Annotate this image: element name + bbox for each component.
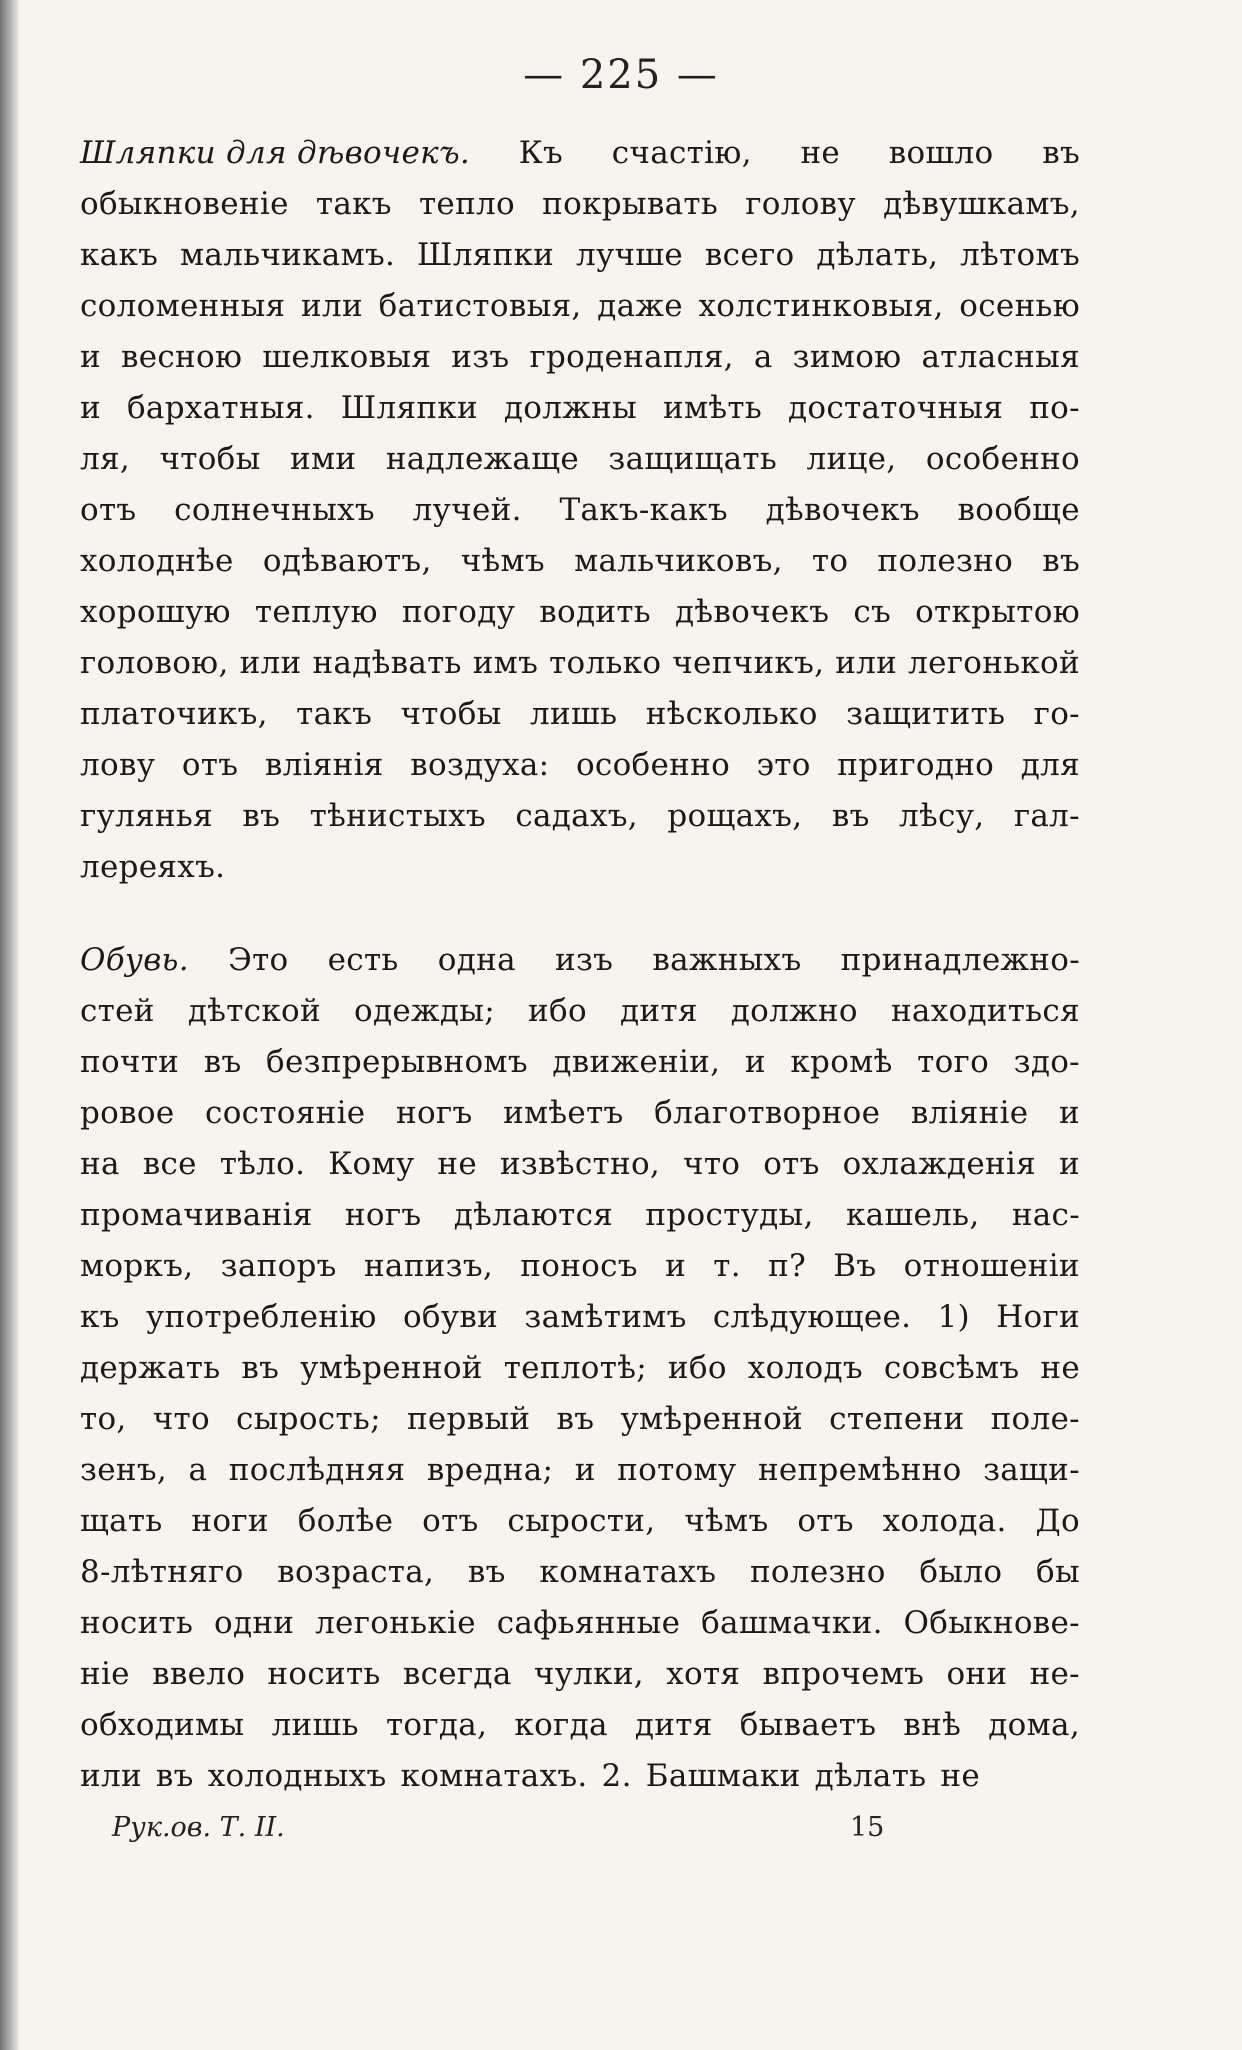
word: не	[800, 135, 841, 171]
word: лучей.	[412, 492, 522, 528]
word: и	[744, 1044, 766, 1080]
word: тѣло.	[219, 1146, 306, 1182]
word: дѣвушкамъ,	[883, 186, 1080, 222]
text-line	[80, 842, 1080, 893]
text-line	[80, 179, 1080, 230]
word: особенно	[925, 441, 1080, 477]
word: принадлежно-	[840, 942, 1080, 978]
word: такъ	[315, 186, 392, 222]
word: съ	[853, 594, 892, 630]
word: тепло	[418, 186, 515, 222]
text-line	[80, 791, 1080, 842]
word: До	[1035, 1503, 1080, 1539]
word: чулки,	[533, 1656, 644, 1692]
word: осенью	[959, 288, 1080, 324]
word: одежды;	[354, 993, 495, 1029]
text-line	[80, 1445, 1080, 1496]
word: Шляпки	[340, 390, 478, 426]
word: ніе	[80, 1656, 130, 1692]
word: платочикъ,	[80, 696, 268, 732]
word: а	[753, 339, 773, 375]
word: холодныхъ	[207, 1758, 387, 1794]
word: ля,	[80, 441, 131, 477]
word: почти	[80, 1044, 180, 1080]
word: дома,	[988, 1707, 1080, 1743]
word: батистовыя,	[378, 288, 582, 324]
text-line	[80, 1547, 1080, 1598]
word: Это	[228, 942, 289, 978]
word: мальчиковъ,	[574, 543, 783, 579]
word: ногъ	[396, 1095, 473, 1131]
text-line	[80, 434, 1080, 485]
word: хотя	[666, 1656, 741, 1692]
word: ноги	[191, 1503, 269, 1539]
word: весною	[120, 339, 243, 375]
word: 1)	[937, 1299, 970, 1335]
word: лову	[80, 747, 156, 783]
word: по-	[1029, 390, 1080, 426]
word: и	[1058, 1146, 1080, 1182]
word: или	[835, 645, 898, 681]
word: чтобы	[159, 441, 261, 477]
word: когда	[514, 1707, 608, 1743]
word: извѣстно,	[499, 1146, 661, 1182]
word: Обыкнове-	[903, 1605, 1080, 1641]
word: лишь	[530, 696, 618, 732]
word: счастію,	[611, 135, 752, 171]
word: въ	[1042, 135, 1080, 171]
text-line	[80, 689, 1080, 740]
word: всегда	[402, 1656, 512, 1692]
word: дѣвочекъ	[675, 594, 830, 630]
text-line	[80, 281, 1080, 332]
word: зимою	[792, 339, 902, 375]
word: должны	[503, 390, 638, 426]
word: сырости,	[507, 1503, 656, 1539]
text-line	[80, 1700, 1080, 1751]
word: теплотѣ;	[503, 1350, 647, 1386]
word: дѣвочекъ	[765, 492, 920, 528]
word: отъ	[797, 1503, 854, 1539]
text-line	[80, 1292, 1080, 1343]
text-line	[80, 383, 1080, 434]
word: одѣваютъ,	[262, 543, 432, 579]
text-line	[80, 1343, 1080, 1394]
word: лице,	[806, 441, 897, 477]
text-line	[80, 128, 1080, 179]
word: замѣтимъ	[524, 1299, 687, 1335]
word: то	[811, 543, 849, 579]
word: садахъ,	[515, 798, 638, 834]
word: лереяхъ.	[80, 849, 226, 885]
page-edge-shadow	[0, 0, 20, 2050]
word: изъ	[555, 942, 614, 978]
word: имъ	[472, 645, 539, 681]
word: гулянья	[80, 798, 213, 834]
word: то,	[80, 1401, 127, 1437]
word: напизъ,	[363, 1248, 494, 1284]
word: къ	[80, 1299, 120, 1335]
word: въ	[1042, 543, 1080, 579]
word: 8-лѣтняго	[80, 1554, 244, 1590]
word: голову	[745, 186, 856, 222]
word: въ	[241, 1350, 280, 1386]
word: чѣмъ	[684, 1503, 769, 1539]
text-line	[80, 1649, 1080, 1700]
word: башмачки.	[701, 1605, 883, 1641]
footer-signature: Рук.ов. Т. II.	[112, 1812, 285, 1843]
word: находиться	[890, 993, 1080, 1029]
word: чепчикъ,	[672, 645, 825, 681]
word: умѣренной	[300, 1350, 483, 1386]
word: тѣнистыхъ	[309, 798, 486, 834]
word: возраста,	[277, 1554, 435, 1590]
text-line	[80, 587, 1080, 638]
word: обыкновеніе	[80, 186, 289, 222]
word: солнечныхъ	[174, 492, 375, 528]
word: покрывать	[542, 186, 719, 222]
word: не	[1040, 1350, 1080, 1386]
word: на	[80, 1146, 120, 1182]
word: Къ	[518, 135, 564, 171]
word: легонькіе	[315, 1605, 476, 1641]
text-line	[80, 1190, 1080, 1241]
word: того	[917, 1044, 990, 1080]
word: 2.	[601, 1758, 632, 1794]
word: лишь	[271, 1707, 359, 1743]
word: мальчикамъ.	[180, 237, 396, 273]
text-line	[80, 1751, 1080, 1802]
word: умѣренной	[620, 1401, 804, 1437]
word: хорошую	[80, 594, 231, 630]
word: сырость;	[236, 1401, 381, 1437]
word: ибо	[528, 993, 587, 1029]
word: воздуха:	[410, 747, 550, 783]
word: и	[574, 1452, 596, 1488]
text-line	[80, 740, 1080, 791]
word: надлежаще	[385, 441, 579, 477]
text-line	[80, 1241, 1080, 1292]
word: защитить	[846, 696, 1006, 732]
word: моркъ,	[80, 1248, 194, 1284]
word: первый	[406, 1401, 531, 1437]
word: впрочемъ	[762, 1656, 925, 1692]
text-line	[80, 536, 1080, 587]
text-line	[80, 485, 1080, 536]
footer-sheet-number: 15	[850, 1812, 885, 1843]
word: совсѣмъ	[883, 1350, 1020, 1386]
word: должно	[730, 993, 858, 1029]
word: особенно	[575, 747, 731, 783]
word: имѣть	[663, 390, 762, 426]
word: одни	[213, 1605, 295, 1641]
word: а	[188, 1452, 208, 1488]
word: въ	[203, 1044, 242, 1080]
text-line	[80, 1496, 1080, 1547]
word: или	[301, 288, 363, 324]
word: или	[80, 1758, 142, 1794]
word: дитя	[634, 1707, 713, 1743]
word: т.	[713, 1248, 741, 1284]
word: безпрерывномъ	[266, 1044, 528, 1080]
word: дитя	[620, 993, 698, 1029]
text-line	[80, 638, 1080, 689]
word: что	[152, 1401, 210, 1437]
text-line	[80, 1037, 1080, 1088]
word: не	[437, 1146, 478, 1182]
word: внѣ	[903, 1707, 962, 1743]
word: ввело	[152, 1656, 246, 1692]
text-line	[80, 1394, 1080, 1445]
word: всего	[704, 237, 795, 273]
word: непремѣнно	[757, 1452, 962, 1488]
word: отъ	[181, 747, 239, 783]
word: пригодно	[837, 747, 995, 783]
word: состояніе	[205, 1095, 366, 1131]
word: ими	[290, 441, 357, 477]
word: комнатахъ.	[400, 1758, 588, 1794]
word: болѣе	[297, 1503, 394, 1539]
word: Обувь.	[80, 942, 189, 978]
word: важныхъ	[652, 942, 802, 978]
word: зенъ,	[80, 1452, 167, 1488]
word: сафьянные	[496, 1605, 681, 1641]
text-line	[80, 1598, 1080, 1649]
word: п?	[768, 1248, 807, 1284]
word: холодъ	[747, 1350, 863, 1386]
word: это	[756, 747, 811, 783]
word: ровое	[80, 1095, 175, 1131]
word: надѣвать	[312, 645, 462, 681]
word: головою,	[80, 645, 229, 681]
word: вліянія	[264, 747, 384, 783]
word: одна	[437, 942, 516, 978]
word: дѣлать	[814, 1758, 927, 1794]
word: отъ	[763, 1146, 820, 1182]
word: есть	[327, 942, 399, 978]
word: Шляпки	[417, 237, 555, 273]
body-text	[80, 128, 1080, 1802]
word: для	[1020, 747, 1080, 783]
word: защищать	[608, 441, 778, 477]
word: и	[1059, 1095, 1080, 1131]
word: не	[940, 1758, 980, 1794]
word: не-	[1029, 1656, 1080, 1692]
word: вредна;	[426, 1452, 554, 1488]
word: поносъ	[520, 1248, 638, 1284]
word: Шляпки для дѣвочекъ.	[80, 135, 471, 171]
word: полезно	[749, 1554, 886, 1590]
word: бы	[1036, 1554, 1080, 1590]
word: и	[80, 390, 101, 426]
word: они	[946, 1656, 1008, 1692]
word: такъ	[296, 696, 373, 732]
word: ногъ	[344, 1197, 422, 1233]
word: простуды,	[645, 1197, 814, 1233]
word: бываетъ	[739, 1707, 877, 1743]
word: движеніи,	[552, 1044, 721, 1080]
word: все	[142, 1146, 197, 1182]
word: чтобы	[400, 696, 502, 732]
word: дѣлать,	[816, 237, 939, 273]
word: и	[80, 339, 101, 375]
word: носить	[267, 1656, 381, 1692]
word: послѣдняя	[228, 1452, 406, 1488]
text-line	[80, 935, 1080, 986]
word: достаточныя	[787, 390, 1004, 426]
word: отъ	[422, 1503, 479, 1539]
word: только	[549, 645, 662, 681]
word: бархатныя.	[126, 390, 315, 426]
word: запоръ	[220, 1248, 337, 1284]
word: даже	[597, 288, 683, 324]
word: тогда,	[385, 1707, 488, 1743]
text-line	[80, 986, 1080, 1037]
text-line	[80, 332, 1080, 383]
word: погоду	[401, 594, 516, 630]
word: лучше	[575, 237, 684, 273]
word: отъ	[80, 492, 137, 528]
word: употребленію	[145, 1299, 377, 1335]
word: Ноги	[996, 1299, 1080, 1335]
word: вообще	[957, 492, 1080, 528]
word: холода.	[882, 1503, 1007, 1539]
word: соломенныя	[80, 288, 286, 324]
page-number: — 225 —	[523, 52, 719, 98]
word: потому	[617, 1452, 737, 1488]
word: держать	[80, 1350, 221, 1386]
word: гал-	[1013, 798, 1080, 834]
word: отношеніи	[903, 1248, 1080, 1284]
word: вліяніе	[910, 1095, 1029, 1131]
word: степени	[829, 1401, 965, 1437]
word: въ	[467, 1554, 506, 1590]
word: дѣлаются	[453, 1197, 614, 1233]
word: нас-	[1011, 1197, 1080, 1233]
word: атласныя	[921, 339, 1080, 375]
paragraph-gap	[80, 893, 1080, 935]
word: изъ	[451, 339, 510, 375]
text-line	[80, 1139, 1080, 1190]
word: поле-	[990, 1401, 1080, 1437]
word: чѣмъ	[460, 543, 545, 579]
word: нѣсколько	[645, 696, 818, 732]
text-line	[80, 230, 1080, 281]
word: водить	[539, 594, 651, 630]
word: что	[683, 1146, 741, 1182]
word: въ	[155, 1758, 194, 1794]
word: Башмаки	[645, 1758, 801, 1794]
word: лѣсу,	[899, 798, 985, 834]
word: было	[919, 1554, 1003, 1590]
word: слѣдующее.	[712, 1299, 912, 1335]
word: имѣетъ	[503, 1095, 624, 1131]
word: въ	[242, 798, 281, 834]
word: Въ	[833, 1248, 877, 1284]
word: охлажденія	[842, 1146, 1036, 1182]
text-line	[80, 1088, 1080, 1139]
word: легонькой	[908, 645, 1080, 681]
word: щать	[80, 1503, 163, 1539]
word: открытою	[915, 594, 1080, 630]
word: или	[239, 645, 302, 681]
word: носить	[80, 1605, 194, 1641]
word: промачиванія	[80, 1197, 313, 1233]
word: въ	[831, 798, 870, 834]
word: холстинковыя,	[698, 288, 944, 324]
word: и	[665, 1248, 687, 1284]
word: защи-	[983, 1452, 1080, 1488]
word: лѣтомъ	[960, 237, 1080, 273]
word: гроденапля,	[529, 339, 734, 375]
word: ибо	[667, 1350, 727, 1386]
word: благотворное	[654, 1095, 881, 1131]
word: теплую	[254, 594, 378, 630]
word: кромѣ	[790, 1044, 893, 1080]
word: въ	[556, 1401, 595, 1437]
word: дѣтской	[187, 993, 321, 1029]
word: вошло	[888, 135, 994, 171]
word: какъ	[80, 237, 159, 273]
word: обходимы	[80, 1707, 245, 1743]
word: обуви	[402, 1299, 499, 1335]
word: холоднѣе	[80, 543, 234, 579]
word: кашель,	[845, 1197, 980, 1233]
word: комнатахъ	[539, 1554, 717, 1590]
word: полезно	[877, 543, 1014, 579]
word: здо-	[1013, 1044, 1080, 1080]
word: Такъ-какъ	[559, 492, 728, 528]
word: стей	[80, 993, 155, 1029]
word: Кому	[328, 1146, 415, 1182]
word: шелковыя	[262, 339, 432, 375]
word: го-	[1033, 696, 1080, 732]
word: рощахъ,	[667, 798, 803, 834]
